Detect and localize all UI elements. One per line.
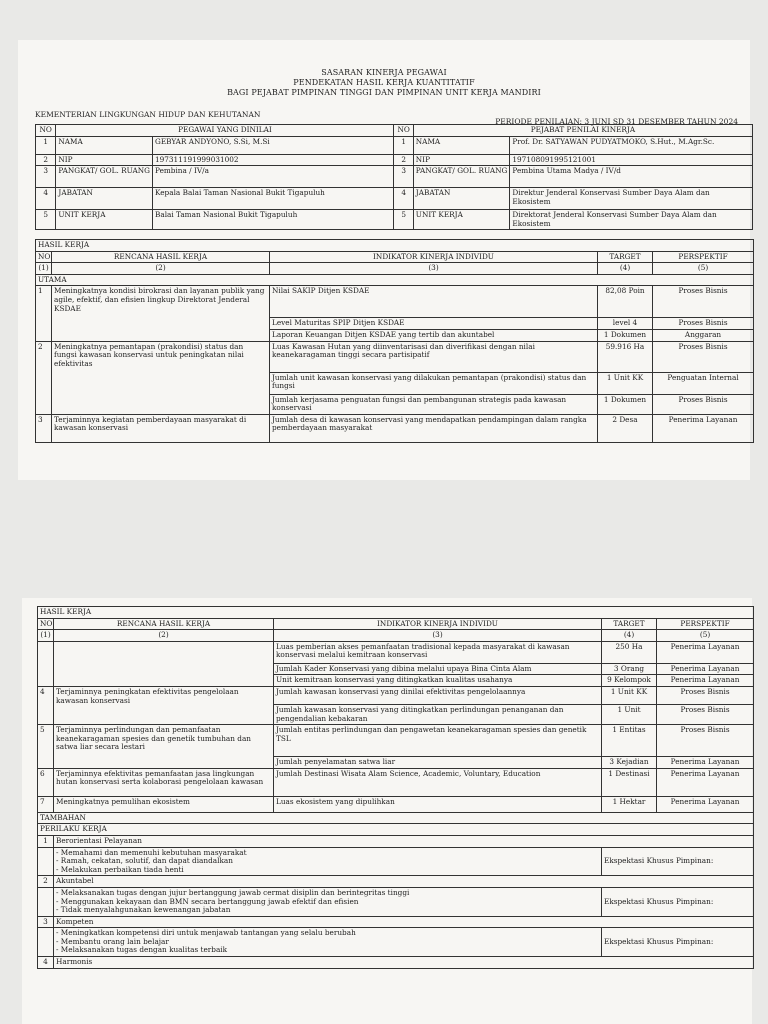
- document-page-1: [18, 40, 750, 480]
- perilaku-number: 2: [38, 876, 54, 888]
- target-value: 2 Desa: [598, 414, 653, 442]
- col-target-number: (4): [602, 630, 657, 642]
- row-number: 1: [36, 136, 56, 154]
- perilaku-points: [54, 928, 602, 957]
- result-row: [38, 641, 754, 663]
- field-label-2: UNIT KERJA: [413, 210, 510, 230]
- target-value: 1 Hektar: [602, 796, 657, 812]
- perilaku-number: 1: [38, 835, 54, 847]
- row-number: 5: [36, 210, 56, 230]
- perspektif-value: Penerima Layanan: [657, 768, 754, 796]
- field-value-2: Pembina Utama Madya / IV/d: [510, 166, 753, 188]
- field-label: PANGKAT/ GOL. RUANG: [56, 166, 153, 188]
- target-value: 3 Kejadian: [602, 757, 657, 769]
- col-rencana-header: RENCANA HASIL KERJA: [54, 618, 274, 630]
- target-value: 9 Kelompok: [602, 675, 657, 687]
- perilaku-indent: [38, 887, 54, 916]
- perilaku-points: [54, 847, 602, 876]
- field-value: Balai Taman Nasional Bukit Tigapuluh: [152, 210, 394, 230]
- row-number: 2: [36, 154, 56, 166]
- field-label: NAMA: [56, 136, 153, 154]
- perilaku-number: 3: [38, 916, 54, 928]
- col-indikator-number: (3): [274, 630, 602, 642]
- perilaku-point: - Membantu orang lain belajar: [56, 936, 169, 946]
- employee-info-row: [36, 166, 753, 188]
- perilaku-section-row: [38, 824, 754, 836]
- field-label: UNIT KERJA: [56, 210, 153, 230]
- perilaku-point: - Melakukan perbaikan tiada henti: [56, 864, 184, 874]
- row-number-2: 2: [394, 154, 413, 166]
- field-label-2: PANGKAT/ GOL. RUANG: [413, 166, 510, 188]
- indikator-kinerja: Jumlah kerjasama penguatan fungsi dan pembangunan strategis pada kawasan konservasi: [270, 394, 598, 414]
- indikator-kinerja: Unit kemitraan konservasi yang ditingkatkan kualitas usahanya: [274, 675, 602, 687]
- rencana-hasil-kerja: Terjaminnya peningkatan efektivitas pengelolaan kawasan konservasi: [54, 686, 274, 724]
- col-rencana-number: (2): [52, 263, 270, 275]
- employee-info-row: [36, 210, 753, 230]
- row-number-2: 1: [394, 136, 413, 154]
- col-rencana-number: (2): [54, 630, 274, 642]
- perspektif-value: Proses Bisnis: [653, 318, 754, 330]
- field-value-2: Direktorat Jenderal Konservasi Sumber Daya Alam dan Ekosistem: [510, 210, 753, 230]
- ekspektasi-khusus: Ekspektasi Khusus Pimpinan:: [602, 928, 754, 957]
- title-line-3: BAGI PEJABAT PIMPINAN TINGGI DAN PIMPINAN UNIT KERJA MANDIRI: [227, 88, 541, 97]
- col-target-header: TARGET: [602, 618, 657, 630]
- employee-info-row: [36, 136, 753, 154]
- col-no-number: (1): [38, 630, 54, 642]
- result-number: 7: [38, 796, 54, 812]
- col-rencana-header: RENCANA HASIL KERJA: [52, 251, 270, 263]
- indikator-kinerja: Jumlah Destinasi Wisata Alam Science, Academic, Voluntary, Education: [274, 768, 602, 796]
- col-perspektif-header: PERSPEKTIF: [657, 618, 754, 630]
- perilaku-indent: [38, 847, 54, 876]
- indikator-kinerja: Jumlah penyelamatan satwa liar: [274, 757, 602, 769]
- hasil-section-label: HASIL KERJA: [38, 607, 754, 619]
- perilaku-point: - Melaksanakan tugas dengan jujur bertanggung jawab cermat disiplin dan berintegritas tinggi: [56, 887, 410, 897]
- result-row: [38, 686, 754, 704]
- result-number: 2: [36, 341, 52, 414]
- rencana-hasil-kerja: Terjaminnya perlindungan dan pemanfaatan keanekaragaman spesies dan genetik tumbuhan dan satwa liar secara lestari: [54, 725, 274, 769]
- perilaku-point: - Memahami dan memenuhi kebutuhan masyarakat: [56, 847, 247, 857]
- col-no-number: (1): [36, 263, 52, 275]
- target-value: 82,08 Poin: [598, 286, 653, 318]
- field-label: JABATAN: [56, 188, 153, 210]
- tambahan-label: TAMBAHAN: [38, 812, 754, 824]
- perilaku-point: - Menggunakan kekayaan dan BMN secara bertanggung jawab efektif dan efisien: [56, 896, 359, 906]
- rencana-hasil-kerja: [54, 641, 274, 686]
- perilaku-item-header: [38, 916, 754, 928]
- perspektif-value: Penerima Layanan: [657, 757, 754, 769]
- perspektif-value: Proses Bisnis: [653, 394, 754, 414]
- field-value: Pembina / IV/a: [152, 166, 394, 188]
- rencana-hasil-kerja: Terjaminnya kegiatan pemberdayaan masyarakat di kawasan konservasi: [52, 414, 270, 442]
- perspektif-value: Anggaran: [653, 329, 754, 341]
- field-label: NIP: [56, 154, 153, 166]
- field-value: GEBYAR ANDYONO, S.Si, M.Si: [152, 136, 394, 154]
- indikator-kinerja: Jumlah desa di kawasan konservasi yang mendapatkan pendampingan dalam rangka pemberdayaan masyarakat: [270, 414, 598, 442]
- target-value: 1 Entitas: [602, 725, 657, 757]
- perilaku-section-label: PERILAKU KERJA: [38, 824, 754, 836]
- ekspektasi-khusus: Ekspektasi Khusus Pimpinan:: [602, 847, 754, 876]
- perilaku-name: Berorientasi Pelayanan: [54, 835, 754, 847]
- hasil-section-label: HASIL KERJA: [36, 240, 754, 252]
- employee-info-table: [35, 124, 753, 230]
- perilaku-item-body: [38, 887, 754, 916]
- indikator-kinerja: Jumlah kawasan konservasi yang ditingkatkan perlindungan penanganan dan pengendalian kebakaran: [274, 704, 602, 724]
- rencana-hasil-kerja: Terjaminnya efektivitas pemanfaatan jasa lingkungan hutan konservasi serta kolaborasi pengelolaan kawasan: [54, 768, 274, 796]
- result-row: [38, 725, 754, 757]
- field-value-2: 197108091995121001: [510, 154, 753, 166]
- row-number: 4: [36, 188, 56, 210]
- col-perspektif-number: (5): [657, 630, 754, 642]
- result-row: [36, 286, 754, 318]
- indikator-kinerja: Level Maturitas SPIP Ditjen KSDAE: [270, 318, 598, 330]
- rencana-hasil-kerja: Meningkatnya kondisi birokrasi dan layanan publik yang agile, efektif, dan efisien lingkup Direktorat Jenderal KSDAE: [52, 286, 270, 341]
- perilaku-indent: [38, 928, 54, 957]
- perilaku-item-body: [38, 928, 754, 957]
- result-number: [38, 641, 54, 686]
- indikator-kinerja: Jumlah entitas perlindungan dan pengawetan keanekaragaman spesies dan genetik TSL: [274, 725, 602, 757]
- target-value: 250 Ha: [602, 641, 657, 663]
- perspektif-value: Penerima Layanan: [653, 414, 754, 442]
- col-indikator-header: INDIKATOR KINERJA INDIVIDU: [274, 618, 602, 630]
- col-no-header: NO: [36, 251, 52, 263]
- col-perspektif-header: PERSPEKTIF: [653, 251, 754, 263]
- perspektif-value: Proses Bisnis: [653, 286, 754, 318]
- field-value-2: Direktur Jenderal Konservasi Sumber Daya Alam dan Ekosistem: [510, 188, 753, 210]
- target-value: 1 Destinasi: [602, 768, 657, 796]
- perilaku-point: - Tidak menyalahgunakan kewenangan jabatan: [56, 905, 231, 915]
- target-value: 1 Dokumen: [598, 394, 653, 414]
- field-value-2: Prof. Dr. SATYAWAN PUDYATMOKO, S.Hut., M.Agr.Sc.: [510, 136, 753, 154]
- perspektif-value: Penguatan Internal: [653, 372, 754, 394]
- col-indikator-header: INDIKATOR KINERJA INDIVIDU: [270, 251, 598, 263]
- employee-info-row: [36, 154, 753, 166]
- result-number: 5: [38, 725, 54, 769]
- perilaku-name: Akuntabel: [54, 876, 754, 888]
- row-number-2: 4: [394, 188, 413, 210]
- perilaku-point: - Meningkatkan kompetensi diri untuk menjawab tantangan yang selalu berubah: [56, 928, 356, 938]
- tambahan-row: [38, 812, 754, 824]
- perilaku-name: Kompeten: [54, 916, 754, 928]
- ministry-name: KEMENTERIAN LINGKUNGAN HIDUP DAN KEHUTANAN: [35, 110, 261, 119]
- employee-info-row: [36, 188, 753, 210]
- result-number: 3: [36, 414, 52, 442]
- col-no-header: NO: [38, 618, 54, 630]
- results-table-page-1: [35, 239, 754, 443]
- indikator-kinerja: Jumlah unit kawasan konservasi yang dilakukan pemantapan (prakondisi) status dan fungsi: [270, 372, 598, 394]
- field-label-2: JABATAN: [413, 188, 510, 210]
- results-table-page-2: [37, 606, 754, 969]
- document-title: [18, 68, 750, 98]
- row-number-2: 3: [394, 166, 413, 188]
- perilaku-number: 4: [38, 957, 54, 969]
- target-value: 1 Unit KK: [602, 686, 657, 704]
- row-number-2: 5: [394, 210, 413, 230]
- rencana-hasil-kerja: Meningkatnya pemantapan (prakondisi) status dan fungsi kawasan konservasi untuk peningkatan nilai efektivitas: [52, 341, 270, 414]
- perilaku-item-header: [38, 957, 754, 969]
- col-perspektif-number: (5): [653, 263, 754, 275]
- perilaku-name: Harmonis: [54, 957, 754, 969]
- title-line-1: SASARAN KINERJA PEGAWAI: [321, 68, 447, 77]
- result-row: [36, 414, 754, 442]
- perilaku-item-header: [38, 876, 754, 888]
- row-number: 3: [36, 166, 56, 188]
- target-value: 1 Unit: [602, 704, 657, 724]
- penilai-header: PEJABAT PENILAI KINERJA: [413, 125, 752, 137]
- field-label-2: NAMA: [413, 136, 510, 154]
- perspektif-value: Proses Bisnis: [657, 686, 754, 704]
- col-target-header: TARGET: [598, 251, 653, 263]
- assessment-period: PERIODE PENILAIAN: 3 JUNI SD 31 DESEMBER TAHUN 2024: [495, 117, 738, 126]
- field-value: 197311191999031002: [152, 154, 394, 166]
- no-header: NO: [36, 125, 56, 137]
- perspektif-value: Penerima Layanan: [657, 675, 754, 687]
- document-page-2: [22, 598, 752, 1024]
- perspektif-value: Proses Bisnis: [657, 725, 754, 757]
- utama-label: UTAMA: [36, 274, 754, 286]
- perilaku-point: - Ramah, cekatan, solutif, dan dapat diandalkan: [56, 856, 233, 866]
- result-number: 4: [38, 686, 54, 724]
- perilaku-point: - Melaksanakan tugas dengan kualitas terbaik: [56, 945, 228, 955]
- target-value: 59.916 Ha: [598, 341, 653, 372]
- result-row: [38, 768, 754, 796]
- perspektif-value: Penerima Layanan: [657, 796, 754, 812]
- target-value: 3 Orang: [602, 663, 657, 675]
- indikator-kinerja: Luas Kawasan Hutan yang diinventarisasi dan diverifikasi dengan nilai keanekaragaman tinggi secara partisipatif: [270, 341, 598, 372]
- target-value: 1 Unit KK: [598, 372, 653, 394]
- indikator-kinerja: Jumlah Kader Konservasi yang dibina melalui upaya Bina Cinta Alam: [274, 663, 602, 675]
- field-value: Kepala Balai Taman Nasional Bukit Tigapuluh: [152, 188, 394, 210]
- title-line-2: PENDEKATAN HASIL KERJA KUANTITATIF: [293, 78, 475, 87]
- col-target-number: (4): [598, 263, 653, 275]
- indikator-kinerja: Luas ekosistem yang dipulihkan: [274, 796, 602, 812]
- target-value: level 4: [598, 318, 653, 330]
- perilaku-item-header: [38, 835, 754, 847]
- result-row: [38, 796, 754, 812]
- col-indikator-number: (3): [270, 263, 598, 275]
- perspektif-value: Penerima Layanan: [657, 663, 754, 675]
- indikator-kinerja: Nilai SAKIP Ditjen KSDAE: [270, 286, 598, 318]
- perspektif-value: Penerima Layanan: [657, 641, 754, 663]
- target-value: 1 Dokumen: [598, 329, 653, 341]
- perilaku-points: [54, 887, 602, 916]
- result-row: [36, 341, 754, 372]
- pegawai-header: PEGAWAI YANG DINILAI: [56, 125, 394, 137]
- indikator-kinerja: Laporan Keuangan Ditjen KSDAE yang tertib dan akuntabel: [270, 329, 598, 341]
- perilaku-item-body: [38, 847, 754, 876]
- perspektif-value: Proses Bisnis: [657, 704, 754, 724]
- result-number: 1: [36, 286, 52, 341]
- indikator-kinerja: Jumlah kawasan konservasi yang dinilai efektivitas pengelolaannya: [274, 686, 602, 704]
- no-header-2: NO: [394, 125, 413, 137]
- ekspektasi-khusus: Ekspektasi Khusus Pimpinan:: [602, 887, 754, 916]
- field-label-2: NIP: [413, 154, 510, 166]
- rencana-hasil-kerja: Meningkatnya pemulihan ekosistem: [54, 796, 274, 812]
- perspektif-value: Proses Bisnis: [653, 341, 754, 372]
- result-number: 6: [38, 768, 54, 796]
- indikator-kinerja: Luas pemberian akses pemanfaatan tradisional kepada masyarakat di kawasan konservasi melalui kemitraan konservasi: [274, 641, 602, 663]
